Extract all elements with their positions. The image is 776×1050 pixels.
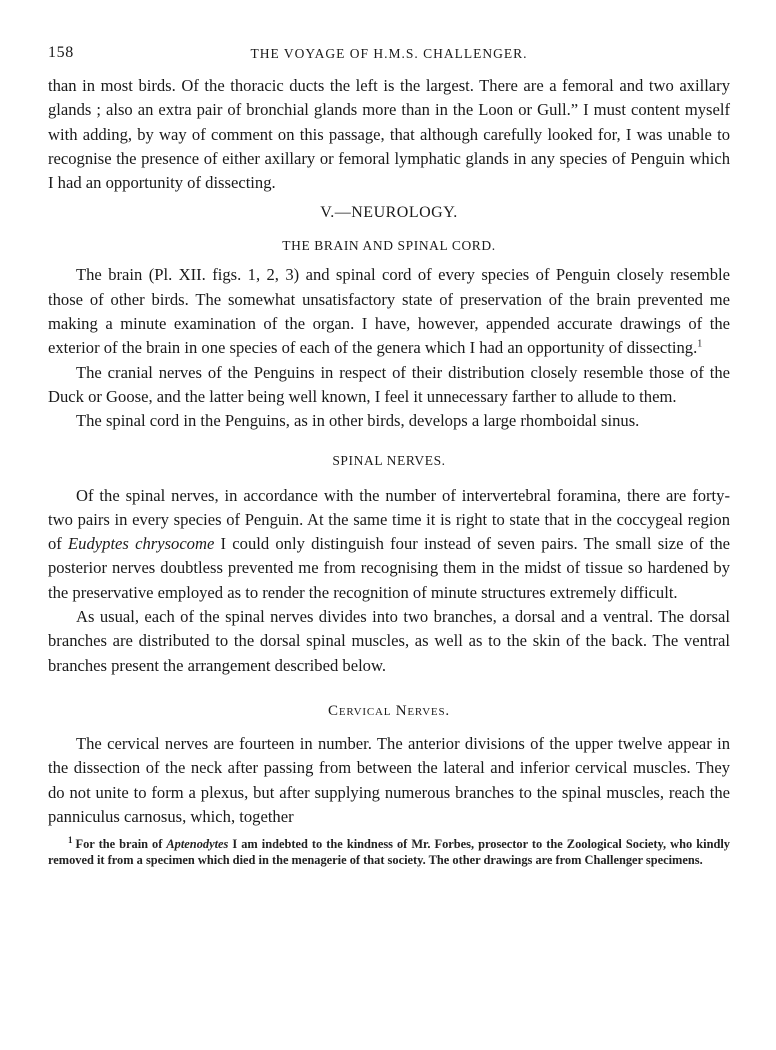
paragraph-brain <box>48 263 730 360</box>
page-header <box>48 44 730 70</box>
page-number: 158 <box>48 44 74 61</box>
subheading-cervical-nerves: Cervical Nerves. <box>328 702 450 719</box>
subheading-spinal-nerves: SPINAL NERVES. <box>332 452 446 468</box>
paragraph-spinal-nerves-text-a: Of the spinal nerves, in accordance with the number of intervertebral foramina, there are forty-two pairs in every species of Penguin. At the same time it is right to state that in the coccygeal region of <box>48 485 730 554</box>
subheading-brain-spinal-cord: THE BRAIN AND SPINAL CORD. <box>282 238 496 254</box>
footnote-text-a: For the brain of <box>75 837 167 852</box>
paragraph-lymphatic-continuation: than in most birds. Of the thoracic ducts the left is the largest. There are a femoral and two axillary glands ; also an extra pair of bronchial glands more than in the Loon or Gull.” I must content myself with adding, by way of comment on this passage, that although carefully looked for, I was unable to recognise the presence of either axillary or femoral lymphatic glands in any species of Penguin which I had an opportunity of dissecting. <box>48 76 730 193</box>
paragraph-brain-text: The brain (Pl. XII. figs. 1, 2, 3) and spinal cord of every species of Penguin closely resemble those of other birds. The somewhat unsatisfactory state of preservation of the brain prevented me making a minute examination of the organ. I have, however, appended accurate drawings of the exterior of the brain in one species of each of the genera which I had an opportunity of dissecting. <box>48 265 730 358</box>
page <box>48 44 730 868</box>
paragraph-spinal-nerves-text-b: I could only distinguish four instead of seven pairs. The small size of the posterior nerves doubtless prevented me from recognising them in the midst of tissue so hardened by the preservative employed as to render the recognition of minute structures extremely difficult. <box>48 534 731 602</box>
paragraph-spinal-nerves <box>48 484 730 605</box>
footnote <box>48 837 730 868</box>
footnote-text-b: I am indebted to the kindness of Mr. Forbes, prosector to the Zoological Society, who kindly removed it from a specimen which died in the menagerie of that society. The other drawings are from Challenger specimens. <box>48 837 730 867</box>
footnote-reference: 1 <box>697 338 703 350</box>
species-name: Eudyptes chrysocome <box>68 534 215 554</box>
paragraph-spinal-branches: As usual, each of the spinal nerves divides into two branches, a dorsal and a ventral. The dorsal branches are distributed to the dorsal spinal muscles, as well as to the skin of the back. The ventral branches present the arrangement described below. <box>48 607 730 675</box>
footnote-genus: Aptenodytes <box>166 837 229 852</box>
paragraph-spinal-cord: The spinal cord in the Penguins, as in other birds, develops a large rhomboidal sinus. <box>76 411 640 431</box>
footnote-mark: 1 <box>68 835 73 845</box>
paragraph-cervical-nerves: The cervical nerves are fourteen in number. The anterior divisions of the upper twelve appear in the dissection of the neck after passing from between the lateral and inferior cervical muscles. They do not unite to form a plexus, but after supplying numerous branches to the spinal muscles, reach the panniculus carnosus, which, together <box>48 733 730 826</box>
running-head: THE VOYAGE OF H.M.S. CHALLENGER. <box>250 46 528 61</box>
paragraph-cranial-nerves: The cranial nerves of the Penguins in respect of their distribution closely resemble those of the Duck or Goose, and the latter being well known, I feel it unnecessary farther to allude to them. <box>48 362 730 406</box>
section-heading-neurology: V.—NEUROLOGY. <box>320 204 458 222</box>
